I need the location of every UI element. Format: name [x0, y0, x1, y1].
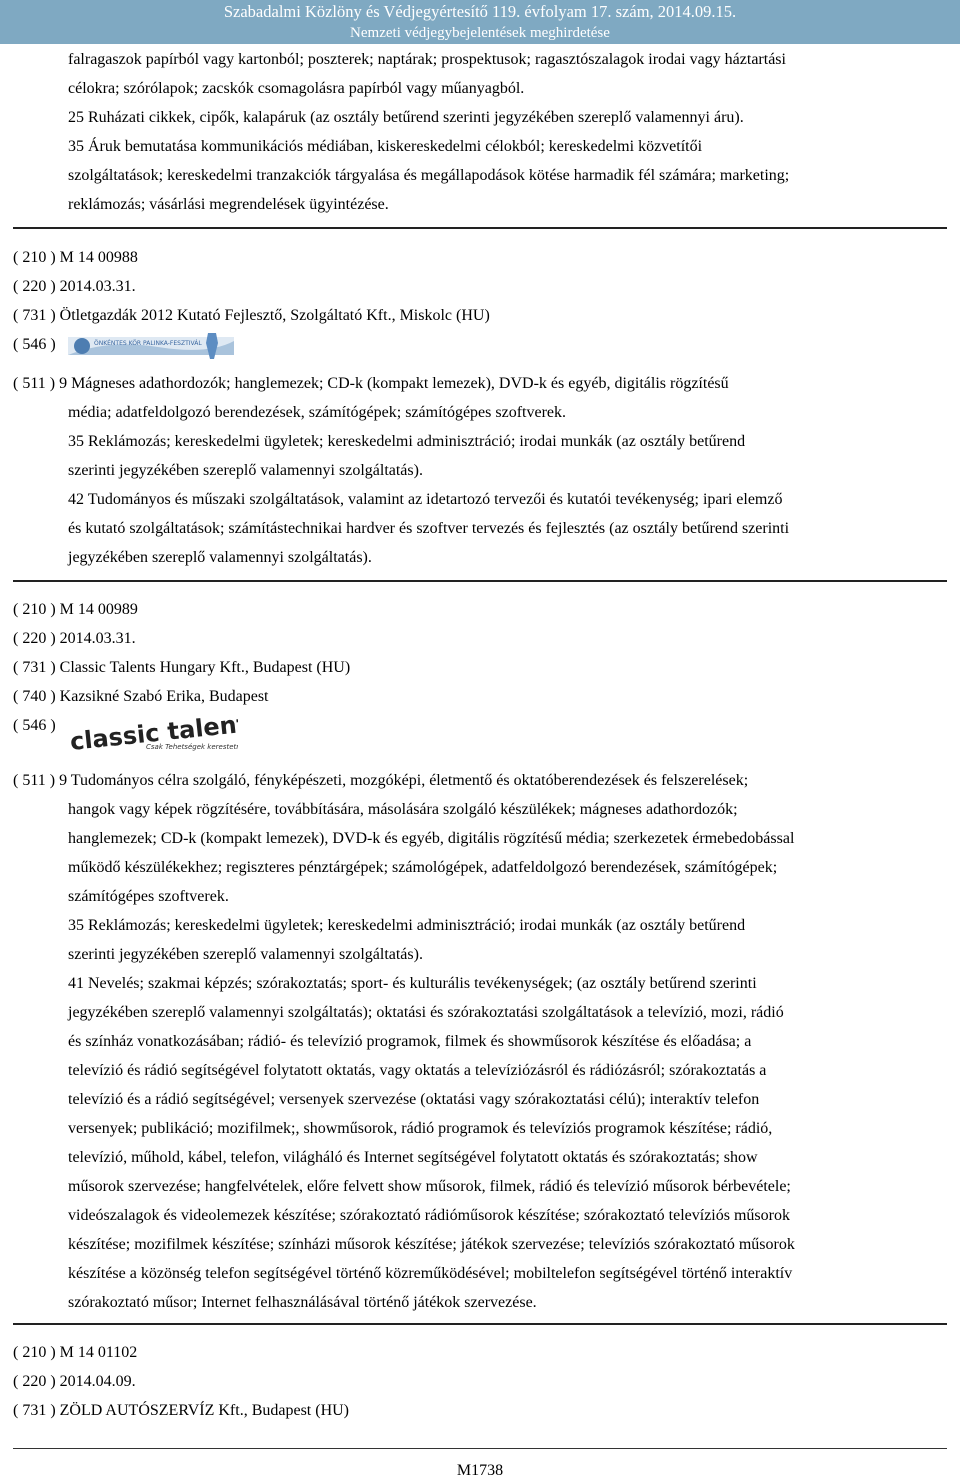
- intro-line: szolgáltatások; kereskedelmi tranzakciók tárgyalása és megállapodások kötése harmadik fél számára; marketing;: [68, 167, 790, 184]
- section-divider: [13, 227, 947, 229]
- application-number: ( 210 ) M 14 00988: [13, 249, 138, 266]
- logo-text: ÖNKÉNTES KÖR PALINKA-FESZTIVÁL: [94, 340, 202, 347]
- application-number: ( 210 ) M 14 01102: [13, 1344, 138, 1361]
- section-title: Nemzeti védjegybejelentések meghirdetése: [350, 25, 610, 41]
- intro-line: falragaszok papírból vagy kartonból; poszterek; naptárak; prospektusok; ragasztószalagok irodai vagy háztartási: [68, 51, 786, 68]
- goods-services-line: 41 Nevelés; szakmai képzés; szórakoztatás; sport- és kulturális tevékenységek; (az osztály betűrend szerinti: [68, 975, 757, 992]
- intro-line: 35 Áruk bemutatása kommunikációs médiában, kiskereskedelmi célokból; kereskedelmi közvetítői: [68, 138, 703, 155]
- goods-services-line: videószalagok és videolemezek készítése; szórakoztató rádióműsorok készítése; szórakoztató televíziós műsorok: [68, 1207, 790, 1224]
- goods-services-line: versenyek; publikáció; mozifilmek;, showműsorok, rádió programok és televíziós programok készítése; rádió,: [68, 1120, 773, 1137]
- trademark-logo-image: [68, 708, 238, 759]
- goods-services-line: szerinti jegyzékében szereplő valamennyi szolgáltatás).: [68, 462, 423, 479]
- goods-services-line: műsorok szervezése; hangfelvételek, előre felvett show műsorok, filmek, rádió és televízió műsorok bérbevétele;: [68, 1178, 791, 1195]
- page-number: M1738: [456, 1462, 504, 1479]
- goods-services-line: média; adatfeldolgozó berendezések, számítógépek; számítógépes szoftverek.: [68, 404, 567, 421]
- intro-line: célokra; szórólapok; zacskók csomagolásra papírból vagy műanyagból.: [68, 80, 525, 97]
- goods-services-line: hanglemezek; CD-k (kompakt lemezek), DVD-k és egyéb, digitális rögzítésű média; szerkezetek érmebedobással: [68, 830, 795, 847]
- applicant: ( 731 ) Ötletgazdák 2012 Kutató Fejlesztő, Szolgáltató Kft., Miskolc (HU): [13, 307, 490, 324]
- goods-services-line: jegyzékében szereplő valamennyi szolgáltatás).: [68, 549, 372, 566]
- goods-services-line: hangok vagy képek rögzítésére, továbbítására, másolására szolgáló készülékek; mágneses adathordozók;: [68, 801, 738, 818]
- mark-label: ( 546 ): [13, 336, 56, 353]
- mark-label: ( 546 ): [13, 717, 56, 734]
- goods-services-line: televízió és rádió segítségével folytatott oktatás, vagy oktatás a televíziózásról és rádiózásról; szórakoztatás a: [68, 1062, 767, 1079]
- goods-services-line: és kutató szolgáltatások; számítástechnikai hardver és szoftver tervezés és fejlesztés (az osztály betűrend szerinti: [68, 520, 790, 537]
- goods-services-line: 42 Tudományos és műszaki szolgáltatások, valamint az idetartozó tervezői és kutatói tevékenység; ipari elemző: [68, 491, 783, 508]
- section-divider: [13, 580, 947, 582]
- goods-services-line: ( 511 ) 9 Mágneses adathordozók; hanglemezek; CD-k (kompakt lemezek), DVD-k és egyéb, digitális rögzítésű: [13, 375, 729, 392]
- filing-date: ( 220 ) 2014.03.31.: [13, 630, 136, 647]
- goods-services-line: és színház vonatkozásában; rádió- és televízió programok, filmek és showműsorok készítése és előadása; a: [68, 1033, 752, 1050]
- applicant: ( 731 ) Classic Talents Hungary Kft., Budapest (HU): [13, 659, 351, 676]
- goods-services-line: 35 Reklámozás; kereskedelmi ügyletek; kereskedelmi adminisztráció; irodai munkák (az osztály betűrend: [68, 917, 746, 934]
- page-bottom-rule: [13, 1448, 947, 1449]
- goods-services-line: működő készülékekhez; regiszteres pénztárgépek; számológépek, adatfeldolgozó berendezések, számítógépek;: [68, 859, 778, 876]
- goods-services-line: 35 Reklámozás; kereskedelmi ügyletek; kereskedelmi adminisztráció; irodai munkák (az osztály betűrend: [68, 433, 746, 450]
- intro-line: reklámozás; vásárlási megrendelések ügyintézése.: [68, 196, 389, 213]
- filing-date: ( 220 ) 2014.03.31.: [13, 278, 136, 295]
- goods-services-line: jegyzékében szereplő valamennyi szolgáltatás); oktatási és szórakoztatási szolgáltatások a televízió, mozi, rádió: [68, 1004, 784, 1021]
- application-number: ( 210 ) M 14 00989: [13, 601, 138, 618]
- trademark-logo-image: [68, 333, 234, 364]
- section-divider: [13, 1323, 947, 1325]
- goods-services-line: televízió és a rádió segítségével; versenyek szervezése (oktatási vagy szórakoztatási célú); interaktív telefon: [68, 1091, 760, 1108]
- palinka-festival-logo: [68, 333, 234, 359]
- applicant: ( 731 ) ZÖLD AUTÓSZERVÍZ Kft., Budapest (HU): [13, 1402, 349, 1419]
- goods-services-line: televízió, műhold, kábel, telefon, világháló és Internet segítségével folytatott oktatás és szórakoztatás; show: [68, 1149, 758, 1166]
- goods-services-line: szórakoztató műsor; Internet felhasználásával történő játékok szervezése.: [68, 1294, 537, 1311]
- page-header: [0, 0, 960, 44]
- intro-line: 25 Ruházati cikkek, cipők, kalapáruk (az osztály betűrend szerinti jegyzékében szereplő valamennyi áru).: [68, 109, 744, 126]
- goods-services-line: készítése; mozifilmek készítése; színházi műsorok készítése; játékok szervezése; televíziós szórakoztató műsorok: [68, 1236, 795, 1253]
- goods-services-line: szerinti jegyzékében szereplő valamennyi szolgáltatás).: [68, 946, 423, 963]
- journal-title: Szabadalmi Közlöny és Védjegyértesítő 119. évfolyam 17. szám, 2014.09.15.: [223, 2, 737, 21]
- filing-date: ( 220 ) 2014.04.09.: [13, 1373, 136, 1390]
- goods-services-line: számítógépes szoftverek.: [68, 888, 229, 905]
- goods-services-line: ( 511 ) 9 Tudományos célra szolgáló, fényképészeti, mozgóképi, életmentő és oktatóberendezések és felszerelések;: [13, 772, 749, 789]
- representative: ( 740 ) Kazsikné Szabó Erika, Budapest: [13, 688, 269, 705]
- logo-tagline: Csak Tehetségek kerestet: [146, 743, 237, 751]
- goods-services-line: készítése a közönség telefon segítségével történő közreműködésével; mobiltelefon segítségével történő interaktív: [68, 1265, 793, 1282]
- logo-text: classic talents: [68, 708, 238, 754]
- classic-talents-logo: [68, 708, 238, 754]
